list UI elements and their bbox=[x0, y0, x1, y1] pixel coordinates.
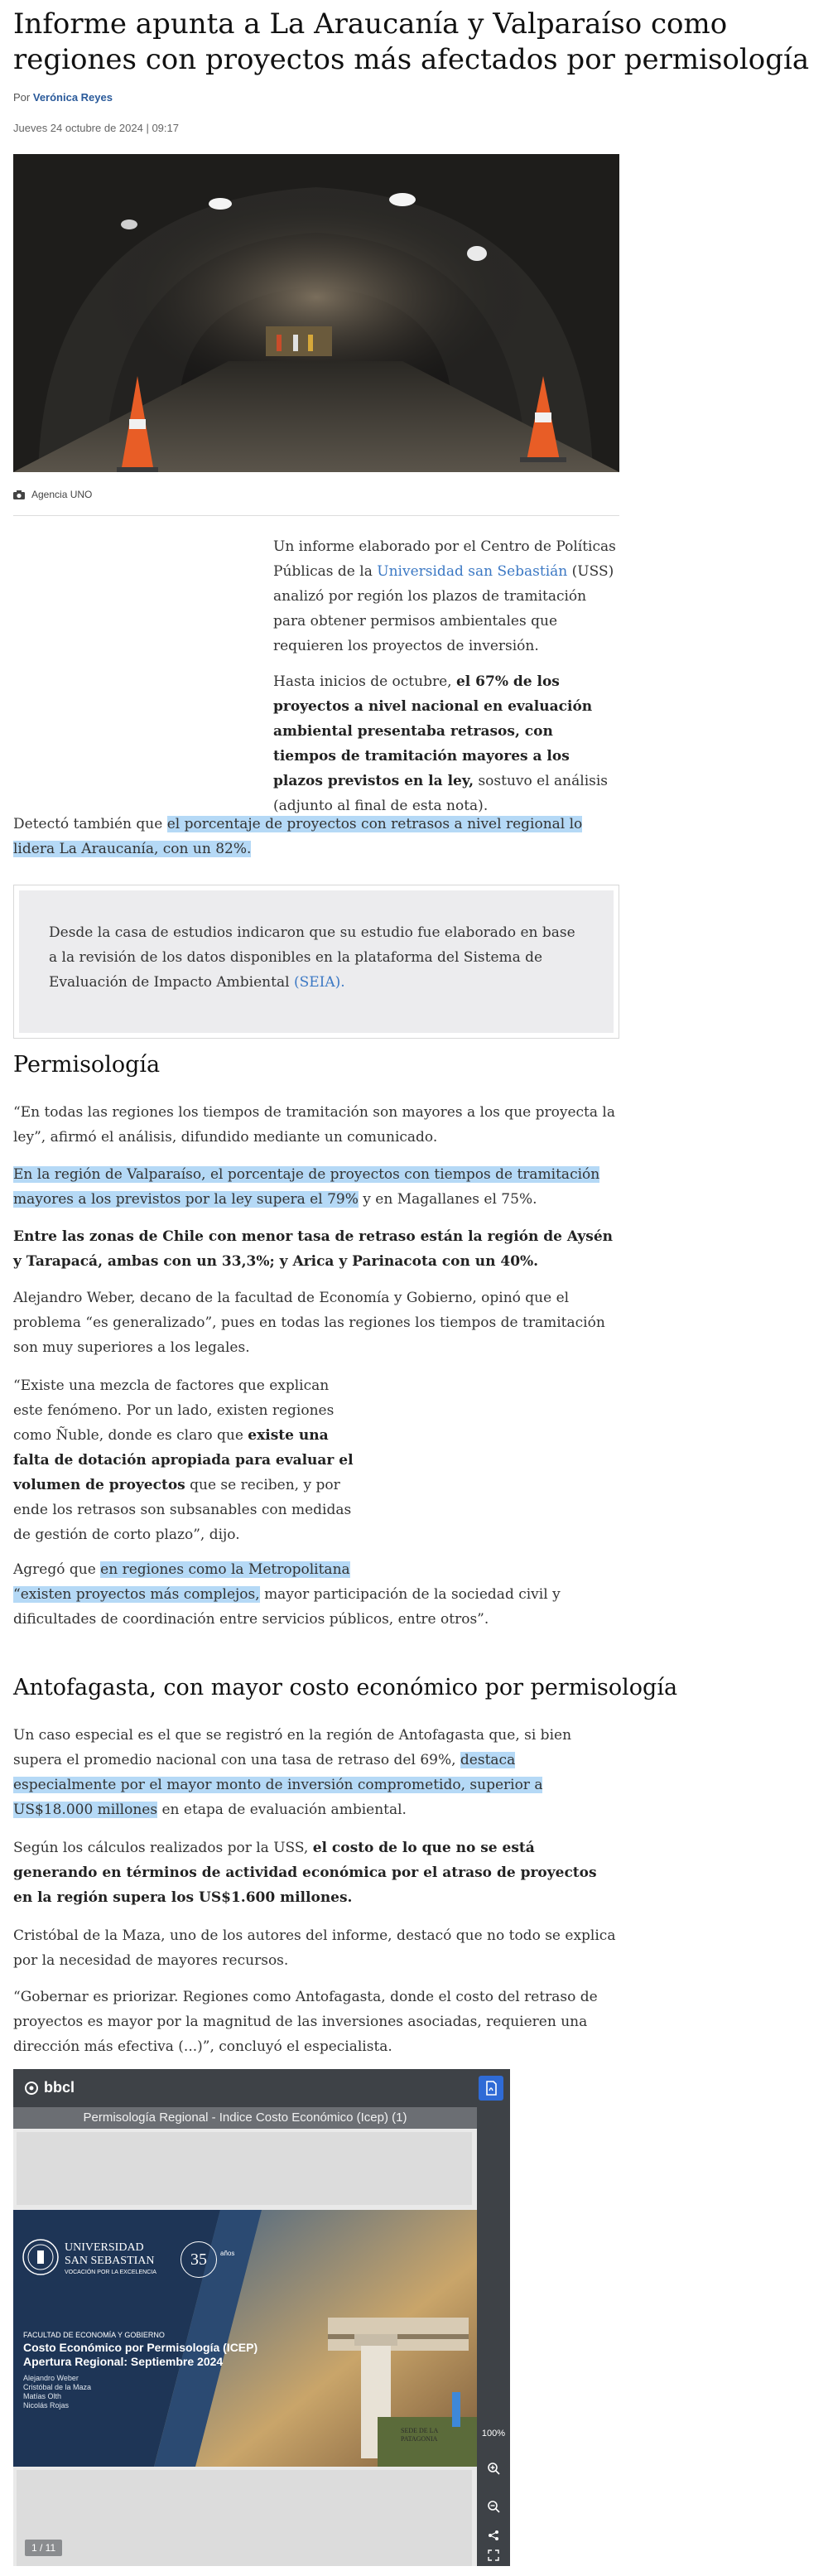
highlighted-span: En la región de Valparaíso, el porcentaje de proyectos con tiempos de tramitación mayores a los previstos por la ley supera el 79% bbox=[13, 1166, 600, 1208]
seia-link[interactable]: (SEIA). bbox=[293, 974, 345, 991]
text-span: “Existe una mezcla de factores que explican este fenómeno. Por un lado, existen regiones como Ñuble, donde es claro que bbox=[13, 1377, 335, 1444]
viewer-slide-cover bbox=[13, 2210, 477, 2467]
paragraph-weber: Alejandro Weber, decano de la facultad de Economía y Gobierno, opinó que el problema “es generalizado”, pues en todas las regiones los tiempos de tramitación son muy superiores a los legales. bbox=[13, 1290, 605, 1356]
slide-author: Nicolás Rojas bbox=[23, 2401, 70, 2410]
zoom-in-button[interactable] bbox=[477, 2462, 510, 2477]
paragraph-quote-nuble bbox=[13, 1373, 361, 1547]
paragraph: “En todas las regiones los tiempos de tramitación son mayores a los que proyecta la ley”, afirmó el análisis, difundido mediante un comunicado. bbox=[13, 1104, 615, 1146]
publish-date: Jueves 24 octubre de 2024 | 09:17 bbox=[13, 122, 179, 134]
paragraph-closing-quote: “Gobernar es priorizar. Regiones como Antofagasta, donde el costo del retraso de proyectos es mayor por la magnitud de las inversiones asociadas, requieren una dirección más efectiva (...)”, concluyó el especialista. bbox=[13, 1989, 598, 2055]
text-span: sostuvo el análisis (adjunto al final de esta nota). bbox=[273, 773, 609, 814]
photo-credit bbox=[13, 489, 92, 500]
info-box-inner bbox=[19, 890, 614, 1033]
slide-anniversary-number: 35 bbox=[181, 2241, 217, 2278]
paragraph-uss-costs bbox=[13, 1836, 619, 1910]
pdf-download-button[interactable] bbox=[479, 2076, 503, 2101]
share-button[interactable] bbox=[477, 2530, 510, 2544]
slide-title-1: Costo Económico por Permisología (ICEP) bbox=[23, 2341, 258, 2354]
paragraph-antofagasta bbox=[13, 1723, 619, 1822]
text-span: Según los cálculos realizados por la USS, bbox=[13, 1840, 309, 1856]
highlighted-span: en regiones como la Metropolitana bbox=[100, 1561, 350, 1578]
slide-uni-name-1: UNIVERSIDAD bbox=[65, 2241, 144, 2254]
fullscreen-icon bbox=[488, 2549, 499, 2561]
photo-credit-text: Agencia UNO bbox=[31, 489, 93, 500]
brand-text: bbcl bbox=[44, 2079, 75, 2096]
slide-uni-name-2: SAN SEBASTIAN bbox=[65, 2255, 155, 2267]
byline-prefix: Por bbox=[13, 91, 31, 104]
author-link[interactable]: Verónica Reyes bbox=[32, 91, 113, 104]
text-span: Detectó también que bbox=[13, 816, 163, 832]
paragraph-intro bbox=[273, 534, 619, 658]
share-icon bbox=[488, 2530, 499, 2541]
slide-title-2: Apertura Regional: Septiembre 2024 bbox=[23, 2355, 224, 2368]
viewer-document-title: Permisología Regional - Indice Costo Económico (Icep) (1) bbox=[13, 2107, 477, 2129]
text-span: Desde la casa de estudios indicaron que su estudio fue elaborado en base a la revisión de los datos disponibles en la plataforma del Sistema de Evaluación de Impacto Ambiental bbox=[49, 924, 575, 991]
section-heading-antofagasta: Antofagasta, con mayor costo económico por permisología bbox=[13, 1675, 678, 1700]
text-span: en etapa de evaluación ambiental. bbox=[161, 1802, 407, 1818]
page-indicator: 1 / 11 bbox=[25, 2540, 62, 2556]
zoom-out-button[interactable] bbox=[477, 2500, 510, 2516]
bold-span: el 67% de los proyectos a nivel nacional en evaluación ambiental presentaba retrasos, con tiempos de tramitación mayores a los plazos previstos en la ley, bbox=[273, 673, 593, 789]
section-heading-permisologia: Permisología bbox=[13, 1052, 161, 1078]
zoom-in-icon bbox=[487, 2462, 500, 2475]
pdf-icon bbox=[479, 2076, 503, 2101]
text-span: mayor participación de la sociedad civil y dificultades de coordinación entre servicios públicos, entre otros”. bbox=[13, 1586, 561, 1628]
slide-faculty: FACULTAD DE ECONOMÍA Y GOBIERNO bbox=[23, 2331, 165, 2339]
text-span: Un caso especial es el que se registró en la región de Antofagasta que, si bien supera el promedio nacional con una tasa de retraso del 69%, bbox=[13, 1727, 572, 1768]
text-span: Hasta inicios de octubre, bbox=[273, 673, 452, 690]
text-span: Un informe elaborado por el Centro de Políticas Públicas de la bbox=[273, 538, 616, 580]
viewer-page-blank bbox=[17, 2470, 472, 2566]
brand-logo-icon bbox=[25, 2082, 38, 2095]
paragraph-araucania bbox=[13, 812, 619, 861]
highlighted-span: “existen proyectos más complejos, bbox=[13, 1586, 260, 1603]
zoom-level-label: 100% bbox=[481, 2429, 506, 2439]
paragraph-metropolitana bbox=[13, 1557, 619, 1632]
paragraph-delays bbox=[13, 669, 619, 818]
divider bbox=[13, 515, 619, 516]
bold-span: Entre las zonas de Chile con menor tasa de retraso están la región de Aysén y Tarapacá, ambas con un 33,3%; y Arica y Parinacota con un 40%. bbox=[13, 1228, 614, 1270]
bold-span: el costo de lo que no se está generando en términos de actividad económica por el atraso de proyectos en la región supera los US$1.600 millones. bbox=[13, 1840, 597, 1906]
hero-image-tunnel bbox=[13, 154, 619, 472]
paragraph-de-la-maza: Cristóbal de la Maza, uno de los autores del informe, destacó que no todo se explica por la necesidad de mayores recursos. bbox=[13, 1927, 616, 1969]
byline bbox=[13, 91, 113, 104]
article-title: Informe apunta a La Araucanía y Valparaíso como regiones con proyectos más afectados por permisología bbox=[13, 7, 810, 76]
slide-author: Alejandro Weber bbox=[23, 2374, 79, 2382]
viewer-toolbar bbox=[13, 2069, 510, 2107]
slide-author: Cristóbal de la Maza bbox=[23, 2383, 92, 2391]
highlighted-span: destaca especialmente por el mayor monto de inversión comprometido, superior a US$18.000 millones bbox=[13, 1752, 543, 1818]
viewer-brand bbox=[25, 2079, 75, 2096]
text-span: Agregó que bbox=[13, 1561, 96, 1578]
text-span: y en Magallanes el 75%. bbox=[363, 1191, 537, 1208]
text-span: (USS) analizó por región los plazos de tramitación para obtener permisos ambientales que requieren los proyectos de inversión. bbox=[273, 563, 614, 654]
uss-link[interactable]: Universidad san Sebastián bbox=[377, 563, 568, 580]
paragraph-aysen bbox=[13, 1224, 619, 1274]
slide-sign-2: PATAGONIA bbox=[401, 2435, 438, 2443]
tunnel-illustration bbox=[13, 154, 619, 472]
bold-span: existe una falta de dotación apropiada para evaluar el volumen de proyectos bbox=[13, 1427, 354, 1493]
fullscreen-button[interactable] bbox=[477, 2549, 510, 2564]
paragraph-valparaiso bbox=[13, 1162, 619, 1212]
viewer-page-blank bbox=[17, 2132, 472, 2205]
zoom-out-icon bbox=[487, 2500, 500, 2513]
info-box bbox=[13, 885, 619, 1039]
slide-uni-motto: VOCACIÓN POR LA EXCELENCIA bbox=[65, 2270, 156, 2275]
document-viewer[interactable] bbox=[13, 2069, 510, 2566]
slide-author: Matías Olth bbox=[23, 2392, 62, 2400]
camera-icon bbox=[13, 490, 25, 499]
highlighted-span: el porcentaje de proyectos con retrasos a nivel regional lo lidera La Araucanía, con un 82%. bbox=[13, 816, 583, 857]
slide-anniversary-label: años bbox=[220, 2250, 235, 2257]
university-seal-icon bbox=[22, 2238, 60, 2276]
slide-sign-1: SEDE DE LA bbox=[401, 2427, 439, 2434]
viewer-side-toolbar bbox=[477, 2107, 510, 2566]
text-span: que se reciben, y por ende los retrasos son subsanables con medidas de gestión de corto plazo”, dijo. bbox=[13, 1477, 352, 1543]
